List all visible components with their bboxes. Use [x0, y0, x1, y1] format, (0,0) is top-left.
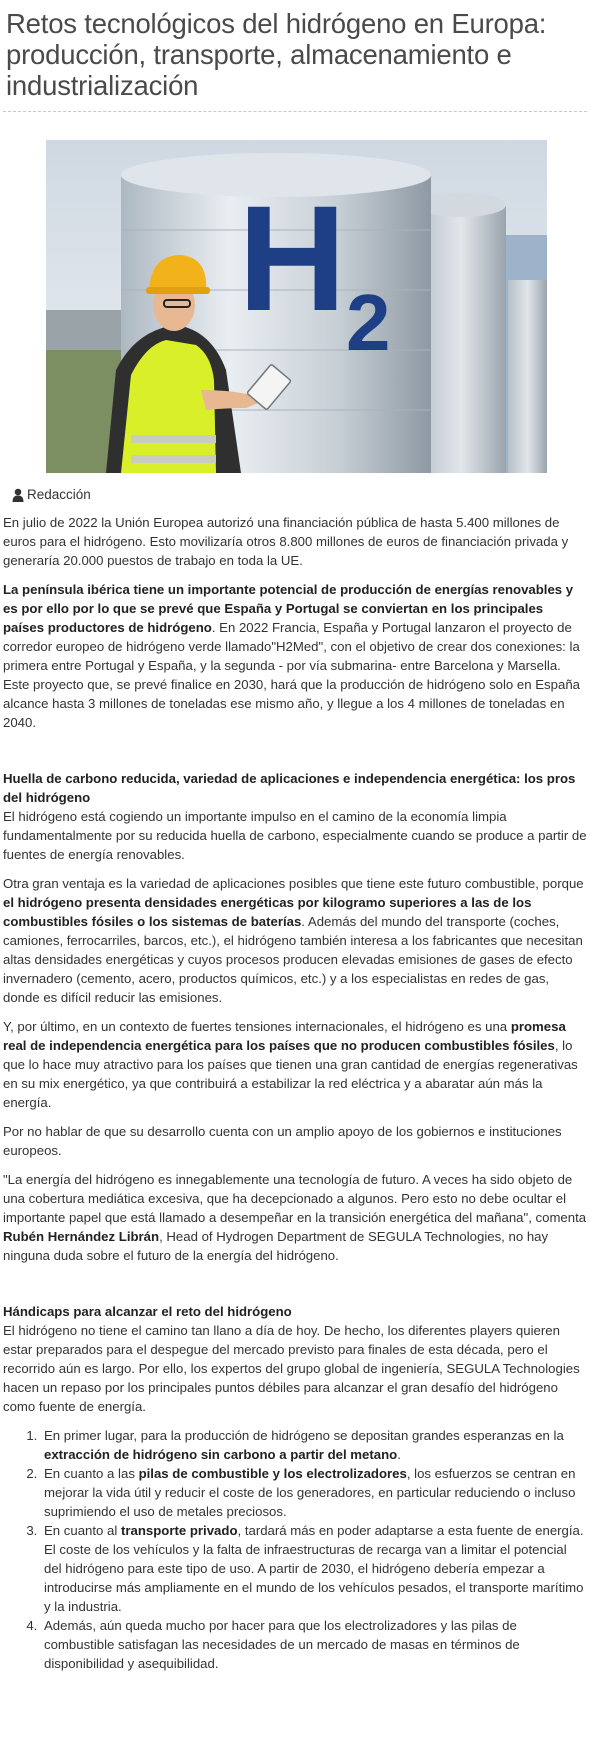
s1p5-text-a: "La energía del hidrógeno es innegablemente una tecnología de futuro. A veces ha sido objeto de una cobertura mediática excesiva, que ha decepcionado a algunos. Pero esto no debe ocultar el importante papel que está llamado a desempeñar en la transición energética del mañana", comenta: [3, 1172, 587, 1225]
iberia-bold: La península ibérica tiene un importante potencial de producción de energías renovables y es por ello por lo que se prevé que España y Portugal se conviertan en los principales países productores de hidrógeno: [3, 582, 574, 635]
list-item-text-b: .: [397, 1447, 401, 1462]
list-item-bold: extracción de hidrógeno sin carbono a partir del metano: [44, 1447, 398, 1462]
section1-paragraph-3: [3, 1017, 587, 1112]
list-item-text-a: En primer lugar, para la producción de hidrógeno se depositan grandes esperanzas en la: [44, 1428, 564, 1443]
hero-image: [46, 140, 547, 473]
list-item: [41, 1616, 587, 1673]
list-item-bold: transporte privado: [120, 1523, 238, 1538]
list-item: [41, 1426, 587, 1464]
iberia-paragraph: [3, 580, 587, 732]
section1-paragraph-5: [3, 1170, 587, 1265]
s1p3-text-b: , lo que lo hace muy atractivo para los países que tienen una gran cantidad de energías regenerativas en su mix energético, ya que contribuirá a estabilizar la red eléctrica y a abaratar aún más la energía.: [3, 1038, 578, 1110]
list-item-text-a: En cuanto a las: [44, 1466, 139, 1481]
section2-paragraph-1: El hidrógeno no tiene el camino tan llano a día de hoy. De hecho, los diferentes players quieren estar preparados para el despegue del mercado previsto para finales de esta década, pero el recorrido aún es largo. Por ello, los expertos del grupo global de ingeniería, SEGULA Technologies hacen un repaso por los principales puntos débiles para alcanzar el gran desafío del hidrógeno como fuente de energía.: [3, 1323, 580, 1414]
article-title: Retos tecnológicos del hidrógeno en Europa: producción, transporte, almacenamiento e industrialización: [6, 8, 547, 101]
h2-number-label: 2: [346, 278, 391, 367]
s1p5-bold: Rubén Hernández Librán: [3, 1229, 160, 1244]
list-item: [41, 1521, 587, 1616]
title-divider: [3, 111, 587, 112]
list-item-text-b: , los esfuerzos se centran en mejorar la vida útil y reducir el coste de los generadores, en particular reduciendo o incluso suprimiendo el uso de metales preciosos.: [44, 1466, 576, 1519]
handicaps-list: [3, 1426, 587, 1673]
h2-letter-label: H: [238, 174, 347, 342]
iberia-rest: . En 2022 Francia, España y Portugal lanzaron el proyecto de corredor europeo de hidrógeno verde llamado"H2Med", con el objetivo de crear dos conexiones: la primera entre Portugal y España, y la segunda - por vía submarina- entre Barcelona y Marsella. Este proyecto que, se prevé finalice en 2030, hará que la producción de hidrógeno solo en España alcance hasta 3 millones de toneladas ese mismo año, y llegue a los 4 millones de toneladas en 2040.: [3, 620, 580, 730]
section1-paragraph-1: El hidrógeno está cogiendo un importante impulso en el camino de la economía limpia fundamentalmente por su reducida huella de carbono, especialmente cuando se produce a partir de fuentes de energía renovables.: [3, 809, 587, 862]
intro-paragraph: En julio de 2022 la Unión Europea autorizó una financiación pública de hasta 5.400 millones de euros para el hidrógeno. Esto movilizaría otros 8.800 millones de euros de financiación privada y generaría 20.000 puestos de trabajo en toda la UE.: [3, 515, 569, 568]
list-item-text-b: , tardará más en poder adaptarse a esta fuente de energía. El coste de los vehículos y la falta de infraestructuras de recarga van a limitar el potencial del hidrógeno para este tipo de uso. A partir de 2030, el hidrógeno debería empezar a introducirse más ampliamente en el mundo de los vehículos pesados, el transporte marítimo y la industria.: [44, 1523, 584, 1614]
section1-paragraph-4: Por no hablar de que su desarrollo cuenta con un amplio apoyo de los gobiernos e instituciones europeos.: [3, 1124, 562, 1158]
author-name: Redacción: [27, 487, 91, 502]
section-spacer: [3, 742, 587, 769]
s1p2-bold: el hidrógeno presenta densidades energéticas por kilogramo superiores a las de los combustibles fósiles o los sistemas de baterías: [3, 895, 532, 929]
section2-heading: Hándicaps para alcanzar el reto del hidrógeno: [3, 1304, 292, 1319]
s1p3-bold: promesa real de independencia energética para los países que no producen combustibles fósiles: [3, 1019, 566, 1053]
author-byline: [12, 487, 587, 502]
s1p3-text-a: Y, por último, en un contexto de fuertes tensiones internacionales, el hidrógeno es una: [3, 1019, 511, 1034]
list-item-text-a: En cuanto al: [44, 1523, 121, 1538]
user-icon: [12, 488, 24, 502]
s1p5-text-b: , Head of Hydrogen Department de SEGULA Technologies, no hay ninguna duda sobre el futuro de la energía del hidrógeno.: [3, 1229, 549, 1263]
s1p2-text-a: Otra gran ventaja es la variedad de aplicaciones posibles que tiene este futuro combustible, porque: [3, 876, 584, 891]
section-spacer-2: [3, 1275, 587, 1302]
list-item-bold: pilas de combustible y los electrolizadores: [138, 1466, 407, 1481]
section1-heading: Huella de carbono reducida, variedad de aplicaciones e independencia energética: los pros del hidrógeno: [3, 771, 576, 805]
section1-paragraph-2: [3, 874, 587, 1007]
s1p2-text-b: . Además del mundo del transporte (coches, camiones, ferrocarriles, barcos, etc.), el hidrógeno también interesa a los fabricantes que necesitan altas densidades energéticas y cuyos procesos producen elevadas emisiones de gases de efecto invernadero (cemento, acero, productos químicos, etc.) y a los especialistas en redes de gas, donde es difícil reducir las emisiones.: [3, 914, 583, 1005]
list-item: [41, 1464, 587, 1521]
list-item-text-a: Además, aún queda mucho por hacer para que los electrolizadores y las pilas de combustible satisfagan las necesidades de un mercado de masas en términos de disponibilidad y asequibilidad.: [44, 1618, 520, 1671]
